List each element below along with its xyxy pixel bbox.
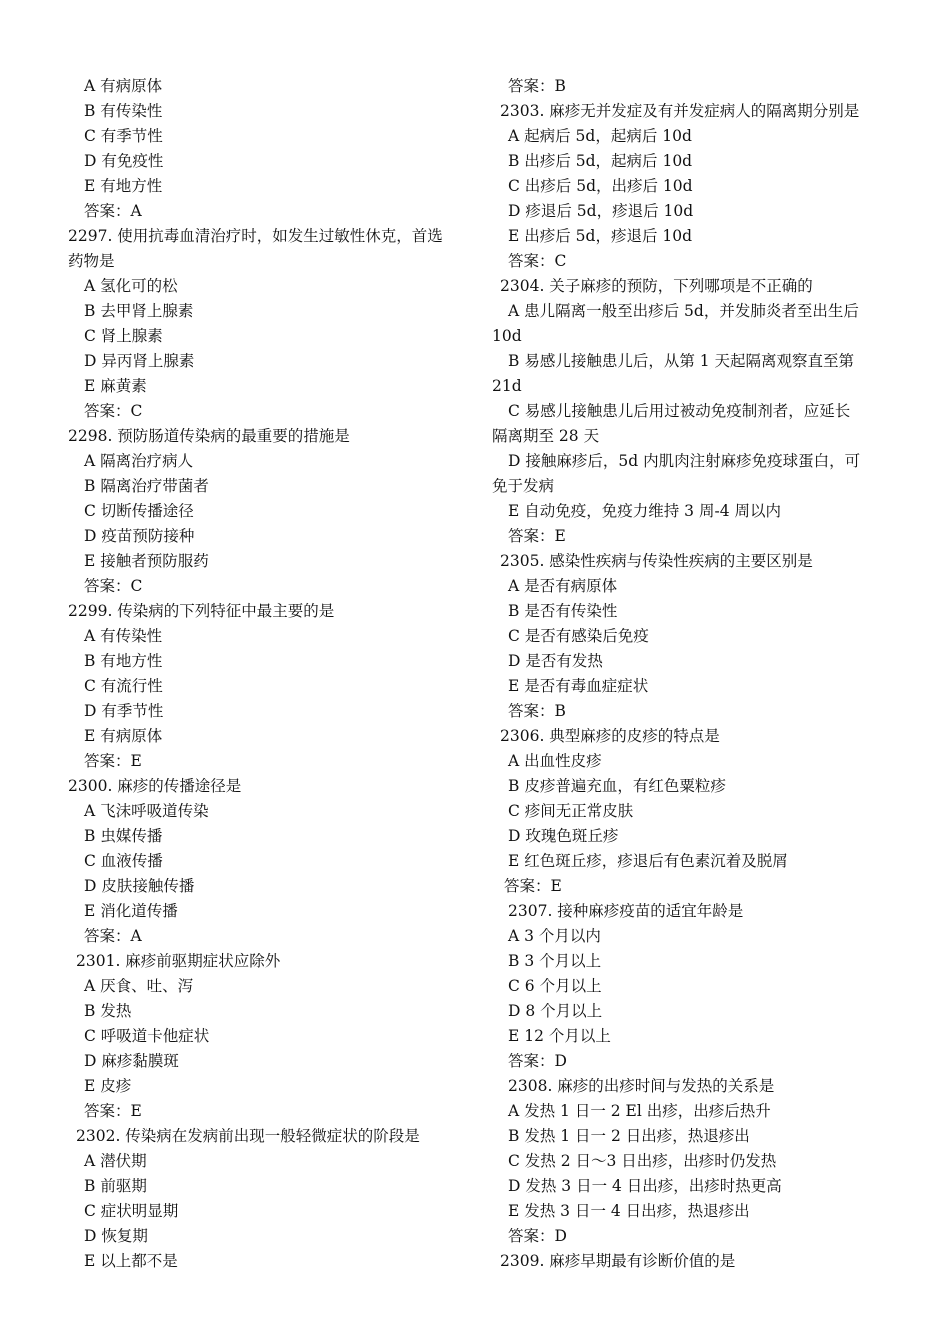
question-stem: 2297. 使用抗毒血清治疗时，如发生过敏性休克，首选 [68, 227, 443, 245]
answer-key: 答案：B [508, 702, 566, 720]
answer-key: 答案：D [508, 1227, 567, 1245]
answer-option: B 虫媒传播 [84, 827, 163, 845]
answer-option: B 发热 1 日一 2 日出疹，热退疹出 [508, 1127, 750, 1145]
answer-key: 答案：B [508, 77, 566, 95]
answer-option: C 疹间无正常皮肤 [508, 802, 634, 820]
answer-option: B 皮疹普遍充血，有红色粟粒疹 [508, 777, 726, 795]
question-stem: 2299. 传染病的下列特征中最主要的是 [68, 602, 335, 620]
answer-option: E 麻黄素 [84, 377, 147, 395]
answer-option: D 接触麻疹后，5d 内肌肉注射麻疹免疫球蛋白，可 [508, 452, 861, 470]
answer-option: D 有季节性 [84, 702, 164, 720]
answer-option: B 是否有传染性 [508, 602, 618, 620]
answer-option: A 氢化可的松 [84, 277, 178, 295]
answer-option: C 发热 2 日～3 日出疹，出疹时仍发热 [508, 1152, 777, 1170]
answer-option: E 发热 3 日一 4 日出疹，热退疹出 [508, 1202, 750, 1220]
answer-option: E 自动免疫，免疫力维持 3 周-4 周以内 [508, 502, 781, 520]
answer-option: D 异丙肾上腺素 [84, 352, 195, 370]
answer-option: A 有传染性 [84, 627, 163, 645]
answer-option: C 有季节性 [84, 127, 163, 145]
answer-option: D 8 个月以上 [508, 1002, 603, 1020]
answer-option: C 呼吸道卡他症状 [84, 1027, 210, 1045]
answer-option: A 3 个月以内 [508, 927, 601, 945]
answer-key: 答案：A [84, 202, 142, 220]
answer-option: C 症状明显期 [84, 1202, 179, 1220]
question-stem: 2306. 典型麻疹的皮疹的特点是 [500, 727, 720, 745]
answer-option: E 是否有毒血症症状 [508, 677, 649, 695]
answer-option: D 疫苗预防接种 [84, 527, 195, 545]
question-stem: 2305. 感染性疾病与传染性疾病的主要区别是 [500, 552, 813, 570]
question-stem: 2301. 麻疹前驱期症状应除外 [76, 952, 281, 970]
question-stem: 2304. 关子麻疹的预防，下列哪项是不正确的 [500, 277, 813, 295]
answer-option: D 麻疹黏膜斑 [84, 1052, 179, 1070]
answer-key: 答案：D [508, 1052, 567, 1070]
answer-option: A 患儿隔离一般至出疹后 5d，并发肺炎者至出生后 [508, 302, 859, 320]
answer-key: 答案：C [508, 252, 567, 270]
answer-option: C 有流行性 [84, 677, 163, 695]
answer-option: E 12 个月以上 [508, 1027, 611, 1045]
answer-option: A 隔离治疗病人 [84, 452, 194, 470]
answer-option: B 3 个月以上 [508, 952, 602, 970]
answer-key: 答案：E [84, 752, 142, 770]
answer-option: A 潜伏期 [84, 1152, 147, 1170]
question-stem: 2308. 麻疹的出疹时间与发热的关系是 [508, 1077, 775, 1095]
answer-option: D 玫瑰色斑丘疹 [508, 827, 619, 845]
answer-option: C 出疹后 5d，出疹后 10d [508, 177, 693, 195]
wrapped-line: 隔离期至 28 天 [492, 427, 600, 445]
answer-option: E 消化道传播 [84, 902, 178, 920]
answer-option: A 有病原体 [84, 77, 163, 95]
answer-option: B 隔离治疗带菌者 [84, 477, 209, 495]
question-stem: 2298. 预防肠道传染病的最重要的措施是 [68, 427, 350, 445]
answer-option: E 红色斑丘疹，疹退后有色素沉着及脱屑 [508, 852, 788, 870]
answer-option: E 皮疹 [84, 1077, 132, 1095]
answer-option: A 发热 1 日一 2 El 出疹，出疹后热升 [508, 1102, 771, 1120]
answer-option: A 飞沫呼吸道传染 [84, 802, 209, 820]
answer-option: D 皮肤接触传播 [84, 877, 195, 895]
wrapped-line: 10d [492, 327, 522, 345]
answer-option: B 易感儿接触患儿后，从第 1 天起隔离观察直至第 [508, 352, 855, 370]
answer-key: 答案：E [504, 877, 562, 895]
answer-option: C 肾上腺素 [84, 327, 163, 345]
wrapped-line: 21d [492, 377, 522, 395]
answer-option: C 6 个月以上 [508, 977, 602, 995]
answer-option: B 出疹后 5d，起病后 10d [508, 152, 693, 170]
answer-option: C 血液传播 [84, 852, 163, 870]
wrapped-line: 药物是 [68, 252, 115, 270]
right-column [492, 74, 892, 1274]
answer-option: B 发热 [84, 1002, 132, 1020]
answer-option: E 以上都不是 [84, 1252, 178, 1270]
question-stem: 2302. 传染病在发病前出现一般轻微症状的阶段是 [76, 1127, 420, 1145]
answer-option: E 有病原体 [84, 727, 163, 745]
answer-key: 答案：A [84, 927, 142, 945]
question-stem: 2300. 麻疹的传播途径是 [68, 777, 242, 795]
answer-option: D 疹退后 5d，疹退后 10d [508, 202, 694, 220]
answer-key: 答案：E [508, 527, 566, 545]
question-stem: 2303. 麻疹无并发症及有并发症病人的隔离期分别是 [500, 102, 860, 120]
answer-key: 答案：C [84, 402, 143, 420]
answer-option: C 是否有感染后免疫 [508, 627, 649, 645]
answer-option: C 易感儿接触患儿后用过被动免疫制剂者，应延长 [508, 402, 851, 420]
answer-option: A 出血性皮疹 [508, 752, 602, 770]
answer-option: E 接触者预防服药 [84, 552, 209, 570]
answer-option: D 有免疫性 [84, 152, 164, 170]
wrapped-line: 免于发病 [492, 477, 555, 495]
left-column [68, 74, 468, 1274]
answer-option: E 有地方性 [84, 177, 163, 195]
question-stem: 2309. 麻疹早期最有诊断价值的是 [500, 1252, 736, 1270]
answer-option: D 发热 3 日一 4 日出疹，出疹时热更高 [508, 1177, 782, 1195]
question-stem: 2307. 接种麻疹疫苗的适宜年龄是 [508, 902, 744, 920]
answer-option: B 有传染性 [84, 102, 163, 120]
answer-option: B 前驱期 [84, 1177, 147, 1195]
answer-key: 答案：C [84, 577, 143, 595]
answer-option: E 出疹后 5d，疹退后 10d [508, 227, 693, 245]
answer-option: C 切断传播途径 [84, 502, 194, 520]
answer-option: D 是否有发热 [508, 652, 603, 670]
answer-option: A 是否有病原体 [508, 577, 618, 595]
answer-key: 答案：E [84, 1102, 142, 1120]
answer-option: A 起病后 5d，起病后 10d [508, 127, 692, 145]
answer-option: D 恢复期 [84, 1227, 148, 1245]
answer-option: A 厌食、吐、泻 [84, 977, 194, 995]
answer-option: B 去甲肾上腺素 [84, 302, 194, 320]
answer-option: B 有地方性 [84, 652, 163, 670]
